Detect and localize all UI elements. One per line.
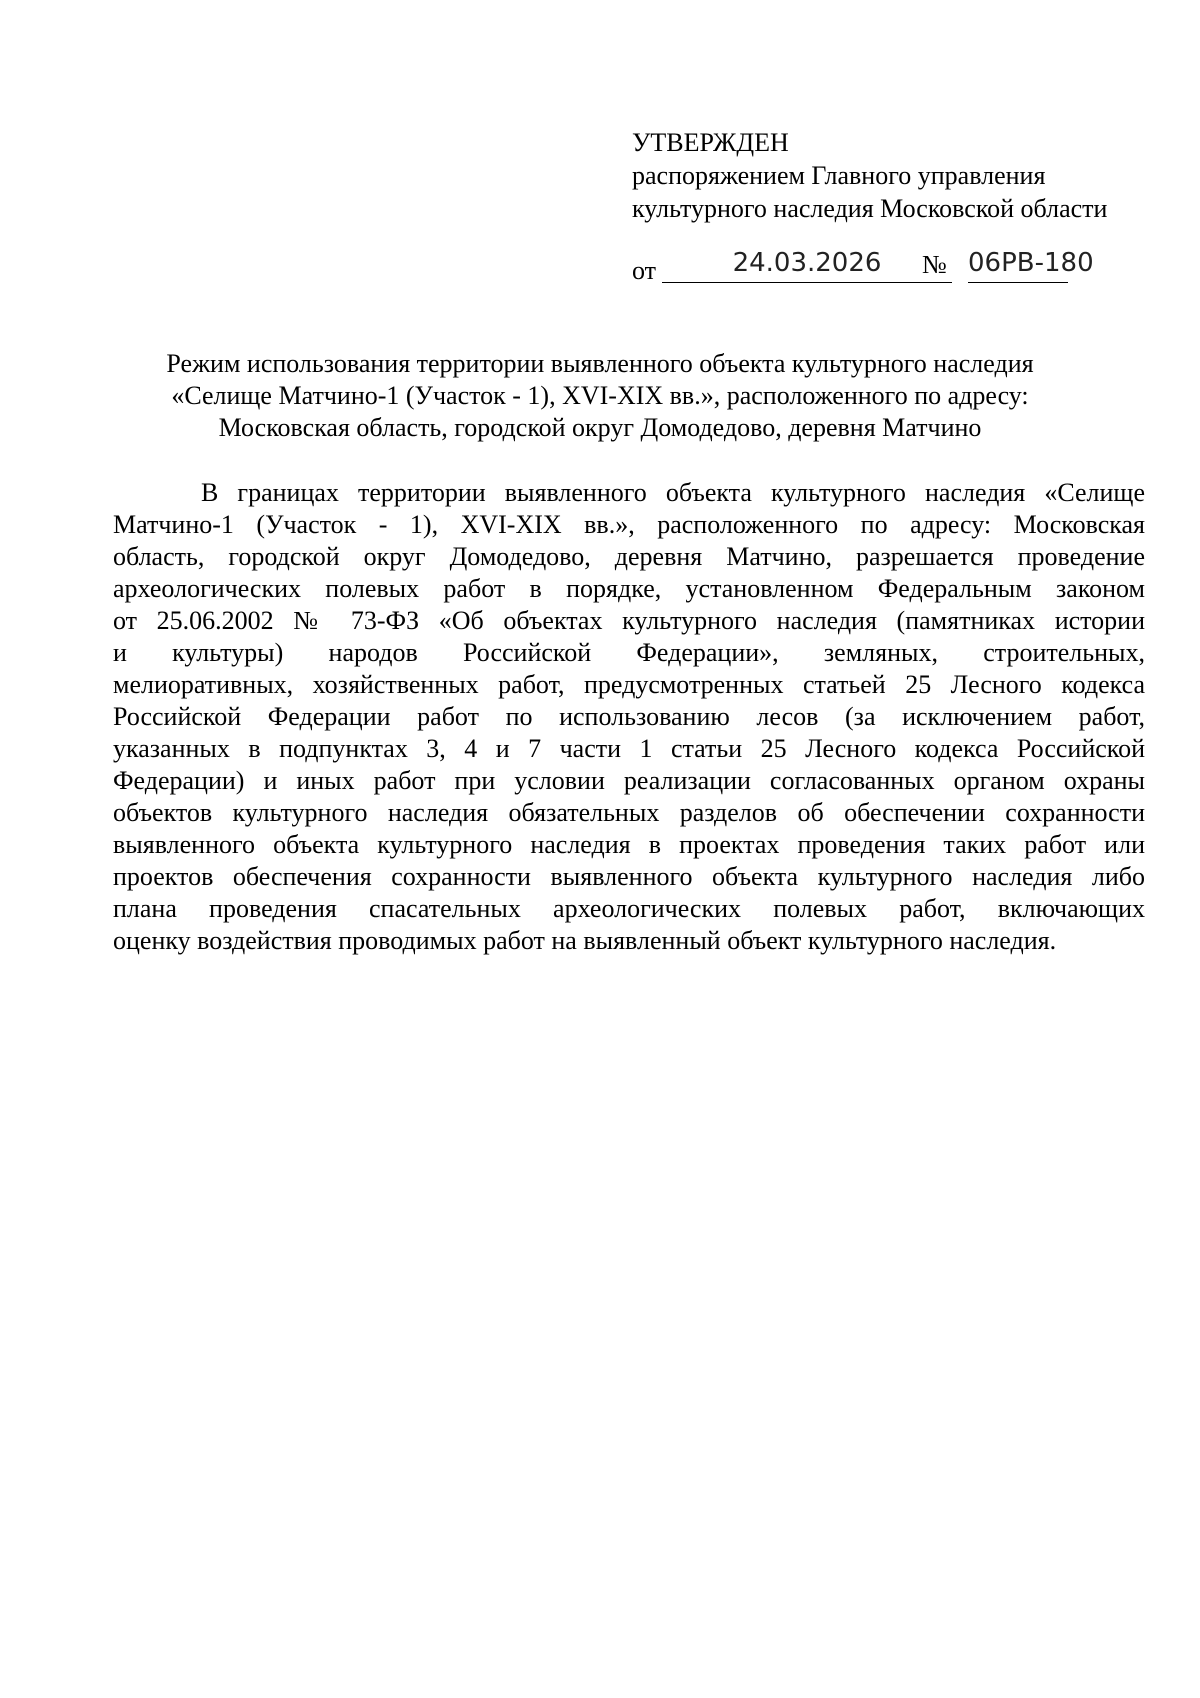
approval-date: 24.03.2026 — [662, 246, 952, 283]
body-line: мелиоративных, хозяйственных работ, предусмотренных статьей 25 Лесного кодекса — [113, 670, 1145, 699]
title-line-2: «Селище Матчино-1 (Участок - 1), XVI-XIX вв.», расположенного по адресу: — [171, 381, 1029, 410]
registration-line — [632, 246, 1094, 286]
body-line: от 25.06.2002 № 73-ФЗ «Об объектах культурного наследия (памятниках истории — [113, 606, 1145, 635]
body-paragraph — [113, 477, 1145, 957]
title-line-3: Московская область, городской округ Домодедово, деревня Матчино — [218, 413, 982, 442]
title-line-1: Режим использования территории выявленного объекта культурного наследия — [166, 349, 1034, 378]
body-line: область, городской округ Домодедово, деревня Матчино, разрешается проведение — [113, 542, 1145, 571]
body-line: В границах территории выявленного объекта культурного наследия «Селище — [201, 478, 1145, 507]
body-line: указанных в подпунктах 3, 4 и 7 части 1 статьи 25 Лесного кодекса Российской — [113, 734, 1145, 763]
body-line: оценку воздействия проводимых работ на выявленный объект культурного наследия. — [113, 926, 1057, 955]
number-prefix: № — [922, 250, 947, 279]
document-title — [100, 348, 1100, 444]
body-line: проектов обеспечения сохранности выявленного объекта культурного наследия либо — [113, 862, 1145, 891]
body-line: плана проведения спасательных археологических полевых работ, включающих — [113, 894, 1145, 923]
body-line: Матчино-1 (Участок - 1), XVI-XIX вв.», расположенного по адресу: Московская — [113, 510, 1145, 539]
approval-heading: УТВЕРЖДЕН — [632, 128, 789, 157]
body-line: Российской Федерации работ по использованию лесов (за исключением работ, — [113, 702, 1145, 731]
approval-line-2: культурного наследия Московской области — [632, 194, 1108, 223]
approval-number: 06РВ-180 — [968, 246, 1068, 283]
body-line: Федерации) и иных работ при условии реализации согласованных органом охраны — [113, 766, 1145, 795]
body-line: объектов культурного наследия обязательных разделов об обеспечении сохранности — [113, 798, 1145, 827]
body-line: и культуры) народов Российской Федерации», земляных, строительных, — [113, 638, 1145, 667]
approval-stamp-block — [632, 126, 1172, 225]
body-line: выявленного объекта культурного наследия в проектах проведения таких работ или — [113, 830, 1145, 859]
date-prefix: от — [632, 256, 657, 285]
body-line: археологических полевых работ в порядке, установленном Федеральным законом — [113, 574, 1145, 603]
approval-line-1: распоряжением Главного управления — [632, 161, 1046, 190]
